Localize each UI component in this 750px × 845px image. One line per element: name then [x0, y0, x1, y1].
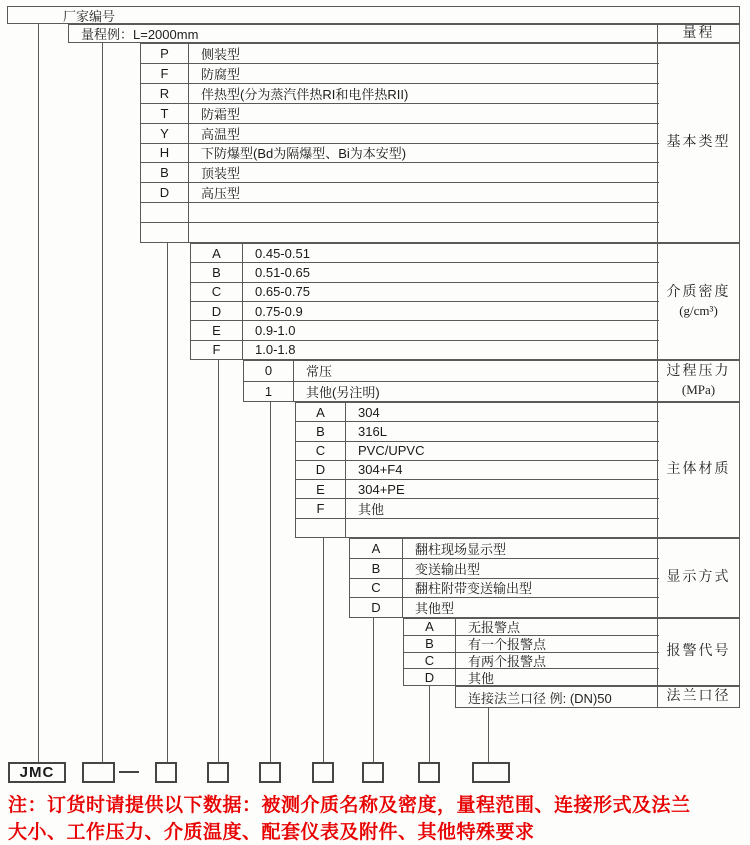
- option-row: [141, 84, 659, 104]
- code-cell: C: [350, 579, 403, 598]
- code-cell: D: [191, 302, 243, 320]
- section-display-mode: [349, 538, 740, 618]
- option-row: [350, 539, 659, 559]
- model-blank-box-4: [259, 762, 281, 783]
- desc-cell: 有两个报警点: [468, 653, 547, 669]
- desc-cell: 变送输出型: [415, 561, 481, 577]
- code-cell: E: [296, 480, 346, 498]
- model-blank-box-8: [472, 762, 510, 783]
- desc-cell: 高温型: [201, 126, 241, 142]
- flange-row: [455, 686, 740, 708]
- option-row: [350, 579, 659, 599]
- desc-cell: 防腐型: [201, 66, 241, 82]
- flange-text: 连接法兰口径 例: (DN)50: [468, 690, 612, 706]
- option-row: [296, 499, 659, 518]
- model-prefix-box: JMC: [8, 762, 66, 783]
- range-example-text: 量程例：L=2000mm: [81, 27, 199, 42]
- code-cell: [296, 519, 346, 537]
- option-row: [141, 144, 659, 164]
- desc-cell: 其他: [468, 670, 495, 685]
- desc-cell: 侧装型: [201, 46, 241, 62]
- option-row: [296, 403, 659, 422]
- order-note-line1: 注：订货时请提供以下数据：被测介质名称及密度，量程范围、连接形式及法兰: [8, 795, 691, 816]
- connector-line: [429, 686, 430, 762]
- desc-cell: [189, 203, 659, 222]
- code-cell: A: [350, 539, 403, 558]
- code-cell: B: [296, 422, 346, 440]
- option-row: [244, 361, 659, 382]
- code-cell: E: [191, 321, 243, 339]
- model-separator-dash: [119, 771, 139, 773]
- code-cell: F: [191, 341, 243, 359]
- code-cell: B: [404, 636, 456, 652]
- section-alarm-code: [403, 618, 740, 686]
- section-label-alarm-code: 报警代号: [657, 619, 739, 685]
- section-label-display-mode: 显示方式: [657, 539, 739, 617]
- code-cell: B: [350, 559, 403, 578]
- code-cell: F: [296, 499, 346, 517]
- manufacturer-row: [7, 6, 740, 24]
- code-cell: B: [141, 163, 189, 182]
- code-cell: C: [191, 283, 243, 301]
- model-blank-box-1: [82, 762, 115, 783]
- code-cell: D: [296, 461, 346, 479]
- code-cell: A: [404, 619, 456, 635]
- code-cell: D: [350, 598, 403, 617]
- desc-cell: 无报警点: [468, 620, 521, 635]
- desc-cell: 顶装型: [201, 166, 241, 182]
- option-row: [296, 442, 659, 461]
- option-row: [141, 183, 659, 203]
- order-note-line2: 大小、工作压力、介质温度、配套仪表及附件、其他特殊要求: [8, 822, 535, 843]
- option-row: [296, 461, 659, 480]
- model-blank-box-3: [207, 762, 229, 783]
- section-process-pressure: [243, 360, 740, 402]
- code-cell: R: [141, 84, 189, 103]
- desc-cell: 0.65-0.75: [255, 284, 310, 300]
- desc-cell: [189, 223, 659, 242]
- model-blank-box-6: [362, 762, 384, 783]
- option-row: [141, 104, 659, 124]
- model-blank-box-2: [155, 762, 177, 783]
- option-row: [191, 244, 659, 263]
- desc-cell: 其他型: [415, 601, 455, 617]
- desc-cell: 1.0-1.8: [255, 342, 296, 358]
- code-cell: B: [191, 263, 243, 281]
- manufacturer-label: 厂家编号: [63, 8, 116, 24]
- desc-cell: 高压型: [201, 186, 241, 202]
- code-cell: C: [404, 653, 456, 669]
- option-row: [141, 124, 659, 144]
- option-row: [244, 382, 659, 402]
- connector-line: [373, 618, 374, 762]
- section-basic-type: [140, 43, 740, 243]
- desc-cell: 0.9-1.0: [255, 322, 296, 338]
- option-row: [404, 669, 659, 685]
- flange-label: 法兰口径: [657, 687, 739, 707]
- model-blank-box-7: [418, 762, 440, 783]
- code-cell: [141, 223, 189, 242]
- range-label: 量程: [657, 25, 739, 42]
- desc-cell: 0.51-0.65: [255, 264, 310, 280]
- code-cell: D: [141, 183, 189, 202]
- desc-cell: 304: [358, 404, 380, 420]
- connector-line: [270, 402, 271, 762]
- option-row: [191, 263, 659, 282]
- code-cell: [141, 203, 189, 222]
- desc-cell: 其他(另注明): [306, 384, 380, 400]
- connector-line: [323, 538, 324, 762]
- option-row: [141, 64, 659, 84]
- option-row: [141, 44, 659, 64]
- desc-cell: 0.45-0.51: [255, 245, 310, 261]
- code-cell: T: [141, 104, 189, 123]
- option-row: [404, 636, 659, 653]
- desc-cell: [346, 519, 659, 537]
- code-cell: D: [404, 669, 456, 685]
- desc-cell: PVC/UPVC: [358, 443, 425, 459]
- code-cell: H: [141, 144, 189, 163]
- code-cell: Y: [141, 124, 189, 143]
- option-row: [350, 598, 659, 617]
- desc-cell: 有一个报警点: [468, 637, 547, 652]
- desc-cell: 其他: [358, 502, 385, 518]
- section-medium-density: [190, 243, 740, 360]
- desc-cell: 304+PE: [358, 481, 405, 497]
- desc-cell: 0.75-0.9: [255, 303, 303, 319]
- option-row: [350, 559, 659, 579]
- code-cell: C: [296, 442, 346, 460]
- section-label-body-material: 主体材质: [657, 403, 739, 537]
- connector-line: [38, 24, 39, 762]
- desc-cell: 下防爆型(Bd为隔爆型、Bi为本安型): [201, 146, 407, 162]
- code-cell: 0: [244, 361, 294, 381]
- option-row: [296, 519, 659, 537]
- option-row: [296, 480, 659, 499]
- connector-line: [488, 708, 489, 762]
- connector-line: [218, 360, 219, 762]
- code-cell: A: [296, 403, 346, 421]
- order-note: [8, 792, 748, 845]
- desc-cell: 翻柱现场显示型: [415, 541, 507, 557]
- option-row: [191, 341, 659, 359]
- desc-cell: 304+F4: [358, 462, 403, 478]
- range-row: [68, 24, 740, 43]
- option-row: [191, 321, 659, 340]
- connector-line: [102, 43, 103, 762]
- option-row: [191, 302, 659, 321]
- option-row: [404, 619, 659, 636]
- code-cell: P: [141, 44, 189, 63]
- connector-line: [167, 243, 168, 762]
- code-cell: 1: [244, 382, 294, 402]
- section-body-material: [295, 402, 740, 538]
- option-row: [141, 223, 659, 242]
- section-label-basic-type: 基本类型: [657, 44, 739, 242]
- option-row: [404, 653, 659, 670]
- code-cell: F: [141, 64, 189, 83]
- section-label-process-pressure: 过程压力 (MPa): [657, 361, 739, 401]
- desc-cell: 伴热型(分为蒸汽伴热RI和电伴热RII): [201, 86, 409, 102]
- desc-cell: 翻柱附带变送输出型: [415, 581, 533, 597]
- model-blank-box-5: [312, 762, 334, 783]
- section-label-medium-density: 介质密度 (g/cm³): [657, 244, 739, 359]
- option-row: [191, 283, 659, 302]
- option-row: [141, 203, 659, 223]
- desc-cell: 316L: [358, 423, 387, 439]
- option-row: [296, 422, 659, 441]
- desc-cell: 常压: [306, 364, 333, 380]
- code-cell: A: [191, 244, 243, 262]
- desc-cell: 防霜型: [201, 106, 241, 122]
- option-row: [141, 163, 659, 183]
